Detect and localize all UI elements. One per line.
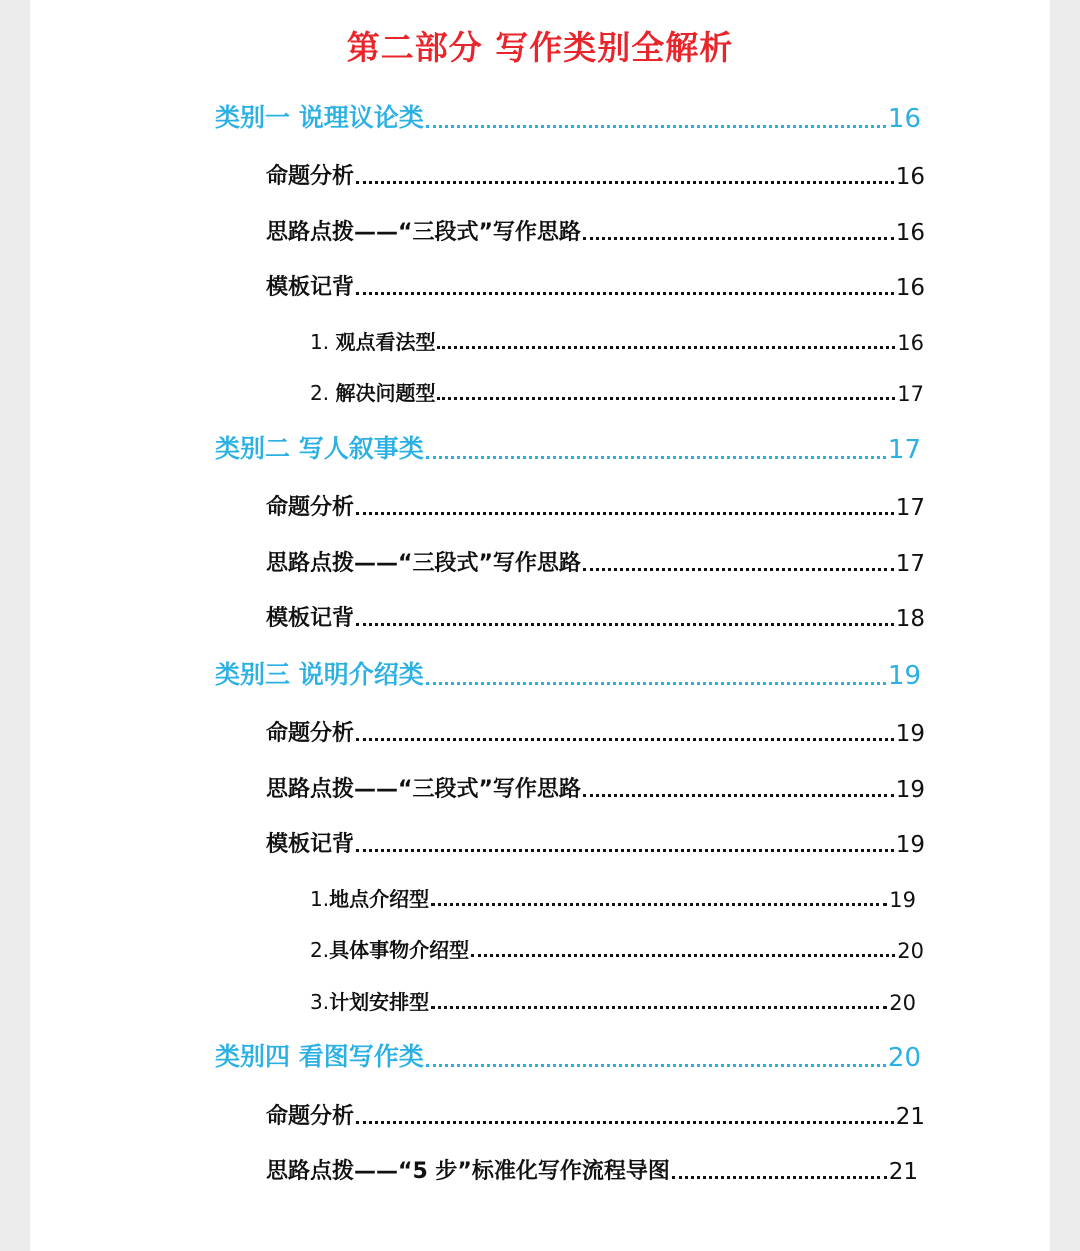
toc-item-text: 地点介绍型 xyxy=(329,887,430,911)
toc-label: 思路点拨——“三段式”写作思路 xyxy=(266,220,581,245)
toc-subentry[interactable] xyxy=(310,377,924,406)
toc-page-number: 16 xyxy=(887,104,921,134)
toc-page-number: 17 xyxy=(897,382,924,406)
toc-label xyxy=(310,934,469,963)
toc-entry[interactable] xyxy=(266,270,925,301)
toc-label xyxy=(310,326,435,355)
toc-entry[interactable] xyxy=(266,215,925,246)
toc-label: 模板记背 xyxy=(266,606,355,631)
dot-leader xyxy=(426,125,886,128)
toc-entry[interactable] xyxy=(266,159,925,190)
toc-item-text: 观点看法型 xyxy=(335,330,436,354)
toc-label: 类别三 说明介绍类 xyxy=(215,660,424,689)
toc-page-number: 21 xyxy=(895,1104,925,1130)
toc-entry[interactable] xyxy=(266,1099,925,1130)
toc-entry[interactable] xyxy=(266,1154,918,1185)
dot-leader xyxy=(356,292,894,295)
toc-label: 命题分析 xyxy=(266,495,355,520)
dot-leader xyxy=(672,1176,887,1179)
toc-label: 思路点拨——“三段式”写作思路 xyxy=(266,551,581,576)
toc-category-2[interactable] xyxy=(215,429,921,465)
toc-page-number: 20 xyxy=(889,991,916,1015)
toc-label: 模板记背 xyxy=(266,275,355,300)
toc-page-number: 20 xyxy=(887,1043,921,1073)
toc-label: 命题分析 xyxy=(266,1104,355,1129)
toc-entry[interactable] xyxy=(266,601,925,632)
dot-leader xyxy=(356,181,894,184)
toc-page-number: 17 xyxy=(895,551,925,577)
toc-label: 类别一 说理议论类 xyxy=(215,103,424,132)
toc-page-number: 16 xyxy=(895,220,925,246)
toc-label: 类别二 写人叙事类 xyxy=(215,434,424,463)
toc-page-number: 16 xyxy=(895,275,925,301)
page-title: 第二部分 写作类别全解析 xyxy=(346,28,734,67)
toc-subentry[interactable] xyxy=(310,986,916,1015)
toc-item-number: 1. xyxy=(310,330,336,354)
toc-page-number: 20 xyxy=(897,939,924,963)
toc-label: 思路点拨——“5 步”标准化写作流程导图 xyxy=(266,1159,670,1184)
dot-leader xyxy=(471,954,895,957)
toc-label xyxy=(310,986,429,1015)
toc-page-number: 17 xyxy=(887,435,921,465)
toc-label: 模板记背 xyxy=(266,832,355,857)
dot-leader xyxy=(426,1064,886,1067)
dot-leader xyxy=(356,623,894,626)
dot-leader xyxy=(437,397,895,400)
toc-subentry[interactable] xyxy=(310,934,924,963)
toc-page-number: 19 xyxy=(889,888,916,912)
toc-label: 类别四 看图写作类 xyxy=(215,1042,424,1071)
toc-page-number: 17 xyxy=(895,495,925,521)
toc-label xyxy=(310,377,435,406)
toc-item-number: 1. xyxy=(310,887,330,911)
toc-item-number: 3. xyxy=(310,990,330,1014)
toc-page-number: 19 xyxy=(895,721,925,747)
toc-subentry[interactable] xyxy=(310,883,916,912)
toc-item-text: 计划安排型 xyxy=(329,990,430,1014)
toc-label: 命题分析 xyxy=(266,721,355,746)
toc-entry[interactable] xyxy=(266,546,925,577)
dot-leader xyxy=(426,682,886,685)
toc-page-number: 16 xyxy=(895,164,925,190)
toc-entry[interactable] xyxy=(266,827,925,858)
toc-page-number: 18 xyxy=(895,606,925,632)
toc-label: 命题分析 xyxy=(266,164,355,189)
document-page xyxy=(30,0,1050,1251)
toc-page-number: 16 xyxy=(897,331,924,355)
dot-leader xyxy=(437,346,895,349)
toc-item-number: 2. xyxy=(310,381,336,405)
toc-entry[interactable] xyxy=(266,716,925,747)
toc-item-text: 解决问题型 xyxy=(335,381,436,405)
dot-leader xyxy=(356,738,894,741)
dot-leader xyxy=(431,1006,887,1009)
dot-leader xyxy=(356,1121,894,1124)
dot-leader xyxy=(426,456,886,459)
toc-entry[interactable] xyxy=(266,490,925,521)
toc-category-1[interactable] xyxy=(215,98,921,134)
dot-leader xyxy=(583,794,894,797)
dot-leader xyxy=(583,237,894,240)
toc-item-text: 具体事物介绍型 xyxy=(329,938,470,962)
dot-leader xyxy=(356,512,894,515)
dot-leader xyxy=(356,849,894,852)
toc-category-4[interactable] xyxy=(215,1037,921,1073)
toc-label: 思路点拨——“三段式”写作思路 xyxy=(266,777,581,802)
toc-page-number: 19 xyxy=(887,661,921,691)
toc-page-number: 21 xyxy=(888,1159,918,1185)
toc-category-3[interactable] xyxy=(215,655,921,691)
toc-item-number: 2. xyxy=(310,938,330,962)
toc-page-number: 19 xyxy=(895,777,925,803)
toc-page-number: 19 xyxy=(895,832,925,858)
toc-label xyxy=(310,883,429,912)
dot-leader xyxy=(431,903,887,906)
dot-leader xyxy=(583,568,894,571)
toc-subentry[interactable] xyxy=(310,326,924,355)
toc-entry[interactable] xyxy=(266,772,925,803)
